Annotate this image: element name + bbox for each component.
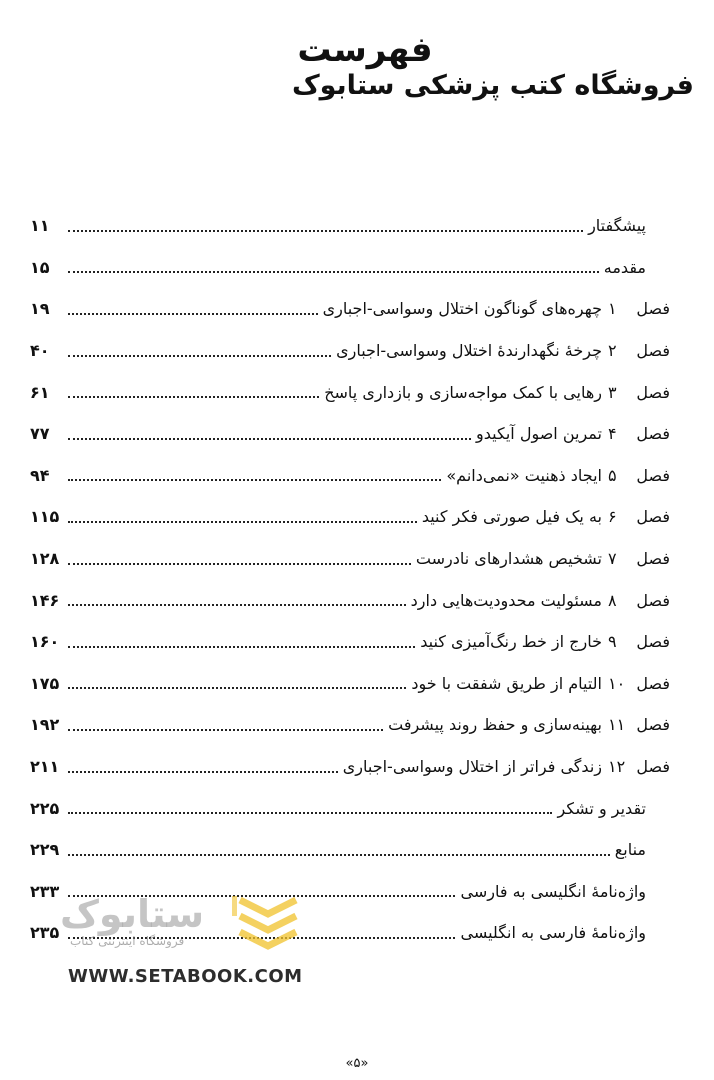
toc-row (30, 579, 670, 621)
chapter-word: فصل (636, 507, 670, 527)
page-title: فهرست (297, 30, 433, 70)
toc-entry-title: بهینه‌سازی و حفظ روند پیشرفت (388, 715, 602, 735)
chapter-number: ۴ (608, 424, 617, 444)
toc-row (30, 704, 670, 746)
chapter-word: فصل (636, 424, 670, 444)
toc-page-number: ۱۲۸ (30, 549, 60, 569)
chapter-number: ۲ (608, 341, 617, 361)
page-number: «۵» (345, 1056, 369, 1071)
store-banner: فروشگاه کتب پزشکی ستابوک (291, 70, 694, 101)
dot-leader (68, 687, 406, 689)
toc-row (30, 496, 670, 538)
toc-entry-title: مقدمه (603, 257, 646, 277)
toc-row (30, 413, 670, 455)
toc-entry-title: چرخهٔ نگهدارندهٔ اختلال وسواسی-اجباری (336, 341, 602, 361)
dot-leader (68, 812, 552, 814)
toc-page-number: ۱۱۵ (30, 507, 60, 527)
chapter-label (602, 466, 670, 485)
dot-leader (68, 521, 417, 523)
dot-leader (68, 604, 406, 606)
chapter-label (602, 715, 670, 734)
toc-page-number: ۲۱۱ (30, 757, 60, 777)
toc-page-number: ۴۰ (30, 341, 50, 361)
toc-row (30, 247, 670, 289)
toc-page-number: ۲۲۵ (30, 798, 60, 818)
toc-entry-title: خارج از خط رنگ‌آمیزی کنید (420, 632, 602, 652)
chapter-label (602, 507, 670, 526)
toc-entry-title: مسئولیت محدودیت‌هایی دارد (410, 590, 602, 610)
dot-leader (68, 729, 383, 731)
chapter-number: ۱ (608, 299, 617, 319)
toc-row (30, 288, 670, 330)
chapter-word: فصل (636, 673, 670, 693)
toc-entry-title: به یک فیل صورتی فکر کنید (421, 507, 602, 527)
chapter-label (602, 632, 670, 651)
toc-page-number: ۲۲۹ (30, 840, 60, 860)
chapter-number: ۱۲ (608, 757, 626, 777)
chapter-number: ۶ (608, 507, 617, 527)
toc-row (30, 455, 670, 497)
toc-page-number: ۱۴۶ (30, 590, 60, 610)
toc-entry-title: چهره‌های گوناگون اختلال وسواسی-اجباری (322, 299, 602, 319)
toc-page-number: ۲۳۳ (30, 881, 60, 901)
chapter-number: ۹ (608, 632, 617, 652)
toc-row (30, 663, 670, 705)
dot-leader (68, 646, 415, 648)
toc-page-number: ۱۵ (30, 257, 50, 277)
chapter-label (602, 674, 670, 693)
chapter-label (602, 757, 670, 776)
dot-leader (68, 230, 583, 232)
toc-page-number: ۹۴ (30, 465, 50, 485)
toc-entry-title: منابع (614, 840, 646, 860)
toc-page-number: ۱۹ (30, 299, 50, 319)
dot-leader (68, 563, 411, 565)
toc-entry-title: تقدیر و تشکر (557, 798, 646, 818)
toc-page-number: ۱۷۵ (30, 673, 60, 693)
chapter-label (602, 591, 670, 610)
dot-leader (68, 771, 338, 773)
chapter-number: ۷ (608, 549, 617, 569)
toc-entry-title: تمرین اصول آیکیدو (476, 424, 602, 444)
toc-entry-title: واژه‌نامهٔ انگلیسی به فارسی (460, 881, 646, 901)
dot-leader (68, 355, 331, 357)
toc-entry-title: رهایی با کمک مواجه‌سازی و بازداری پاسخ (324, 382, 602, 402)
toc-row (30, 621, 670, 663)
dot-leader (68, 313, 318, 315)
chapter-label (602, 341, 670, 360)
dot-leader (68, 438, 471, 440)
toc-entry-title: تشخیص هشدارهای نادرست (415, 549, 602, 569)
toc-row (30, 330, 670, 372)
dot-leader (68, 479, 441, 481)
toc-page-number: ۶۱ (30, 382, 50, 402)
watermark-subtitle: فروشگاه اینترنتی کتاب (70, 934, 185, 948)
chapter-label (602, 383, 670, 402)
toc-entry-title: زندگی فراتر از اختلال وسواسی-اجباری (342, 757, 602, 777)
toc-row (30, 538, 670, 580)
watermark-url: WWW.SETABOOK.COM (68, 966, 303, 987)
chapter-word: فصل (636, 341, 670, 361)
chapter-word: فصل (636, 757, 670, 777)
toc-page-number: ۱۱ (30, 216, 50, 236)
chapter-number: ۱۱ (608, 715, 626, 735)
table-of-contents (30, 205, 670, 954)
chapter-number: ۸ (608, 590, 617, 610)
chapter-word: فصل (636, 465, 670, 485)
toc-row (30, 205, 670, 247)
toc-row (30, 787, 670, 829)
toc-entry-title: ایجاد ذهنیت «نمی‌دانم» (446, 465, 602, 485)
chapter-word: فصل (636, 590, 670, 610)
chapter-label (602, 424, 670, 443)
toc-entry-title: التیام از طریق شفقت با خود (411, 673, 602, 693)
watermark-logo-text: ستابوک (60, 892, 205, 936)
toc-row (30, 371, 670, 413)
chapter-word: فصل (636, 382, 670, 402)
toc-page-number: ۷۷ (30, 424, 50, 444)
chapter-number: ۱۰ (608, 673, 626, 693)
chapter-number: ۵ (608, 465, 617, 485)
setabook-chevron-icon (230, 892, 302, 952)
toc-entry-title: واژه‌نامهٔ فارسی به انگلیسی (460, 923, 646, 943)
toc-row (30, 829, 670, 871)
chapter-word: فصل (636, 549, 670, 569)
dot-leader (68, 396, 319, 398)
chapter-word: فصل (636, 715, 670, 735)
dot-leader (68, 271, 599, 273)
chapter-label (602, 549, 670, 568)
chapter-label (602, 299, 670, 318)
chapter-number: ۳ (608, 382, 617, 402)
chapter-word: فصل (636, 632, 670, 652)
toc-page-number: ۱۶۰ (30, 632, 60, 652)
chapter-word: فصل (636, 299, 670, 319)
toc-page-number: ۲۳۵ (30, 923, 60, 943)
toc-page-number: ۱۹۲ (30, 715, 60, 735)
toc-row (30, 746, 670, 788)
toc-entry-title: پیشگفتار (588, 216, 646, 236)
setabook-watermark (60, 892, 305, 992)
dot-leader (68, 854, 610, 856)
